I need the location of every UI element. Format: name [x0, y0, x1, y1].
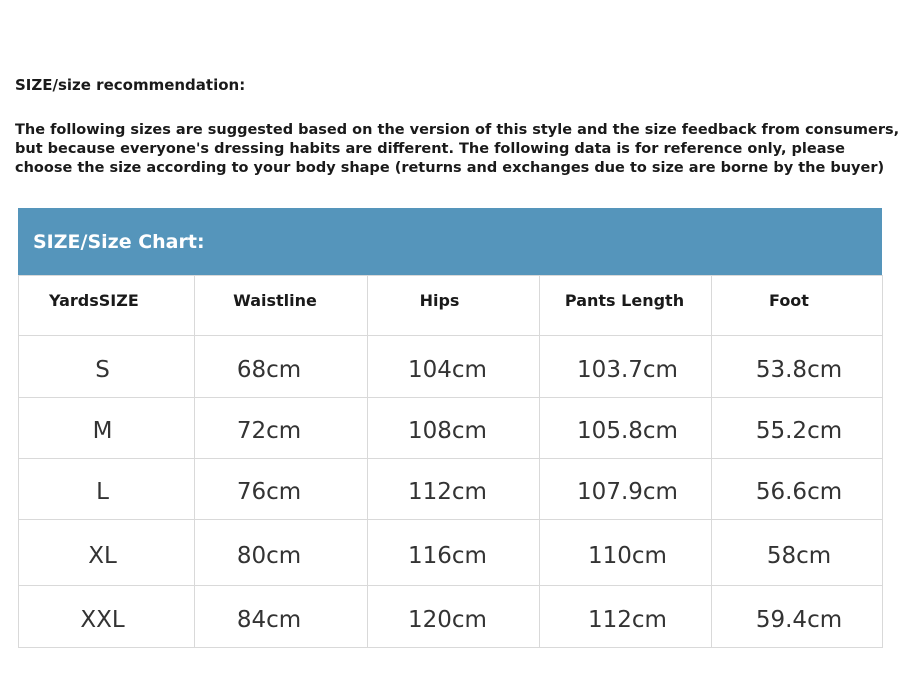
- size-cell: XL: [19, 520, 195, 586]
- table-row: [19, 459, 883, 520]
- column-header-hips: Hips: [368, 276, 540, 336]
- table-row: [19, 398, 883, 459]
- waistline-cell: 80cm: [195, 520, 368, 586]
- table-row: [19, 520, 883, 586]
- hips-cell: 112cm: [368, 459, 540, 520]
- foot-cell: 58cm: [712, 520, 883, 586]
- table-header-row: [19, 276, 883, 336]
- size-cell: M: [19, 398, 195, 459]
- pants-length-cell: 110cm: [540, 520, 712, 586]
- hips-cell: 108cm: [368, 398, 540, 459]
- size-cell: L: [19, 459, 195, 520]
- foot-cell: 59.4cm: [712, 586, 883, 648]
- column-header-foot: Foot: [712, 276, 883, 336]
- recommendation-line: The following sizes are suggested based on the version of this style and the size feedback from consumers,: [15, 122, 900, 138]
- pants-length-cell: 105.8cm: [540, 398, 712, 459]
- waistline-cell: 68cm: [195, 336, 368, 398]
- waistline-cell: 72cm: [195, 398, 368, 459]
- pants-length-cell: 103.7cm: [540, 336, 712, 398]
- hips-cell: 120cm: [368, 586, 540, 648]
- waistline-cell: 76cm: [195, 459, 368, 520]
- recommendation-title: SIZE/size recommendation:: [15, 76, 246, 94]
- table-row: [19, 586, 883, 648]
- size-chart: [18, 208, 882, 648]
- foot-cell: 56.6cm: [712, 459, 883, 520]
- foot-cell: 55.2cm: [712, 398, 883, 459]
- recommendation-line: choose the size according to your body shape (returns and exchanges due to size are borne by the buyer): [15, 160, 885, 176]
- size-table: [18, 275, 883, 648]
- pants-length-cell: 112cm: [540, 586, 712, 648]
- column-header-waistline: Waistline: [195, 276, 368, 336]
- hips-cell: 104cm: [368, 336, 540, 398]
- pants-length-cell: 107.9cm: [540, 459, 712, 520]
- size-cell: XXL: [19, 586, 195, 648]
- hips-cell: 116cm: [368, 520, 540, 586]
- waistline-cell: 84cm: [195, 586, 368, 648]
- size-chart-title: SIZE/Size Chart:: [18, 208, 882, 275]
- recommendation-line: but because everyone's dressing habits are different. The following data is for reference only, please: [15, 141, 845, 157]
- size-cell: S: [19, 336, 195, 398]
- table-row: [19, 336, 883, 398]
- recommendation-text: [15, 121, 900, 178]
- column-header-size: YardsSIZE: [19, 276, 195, 336]
- column-header-pants-length: Pants Length: [540, 276, 712, 336]
- foot-cell: 53.8cm: [712, 336, 883, 398]
